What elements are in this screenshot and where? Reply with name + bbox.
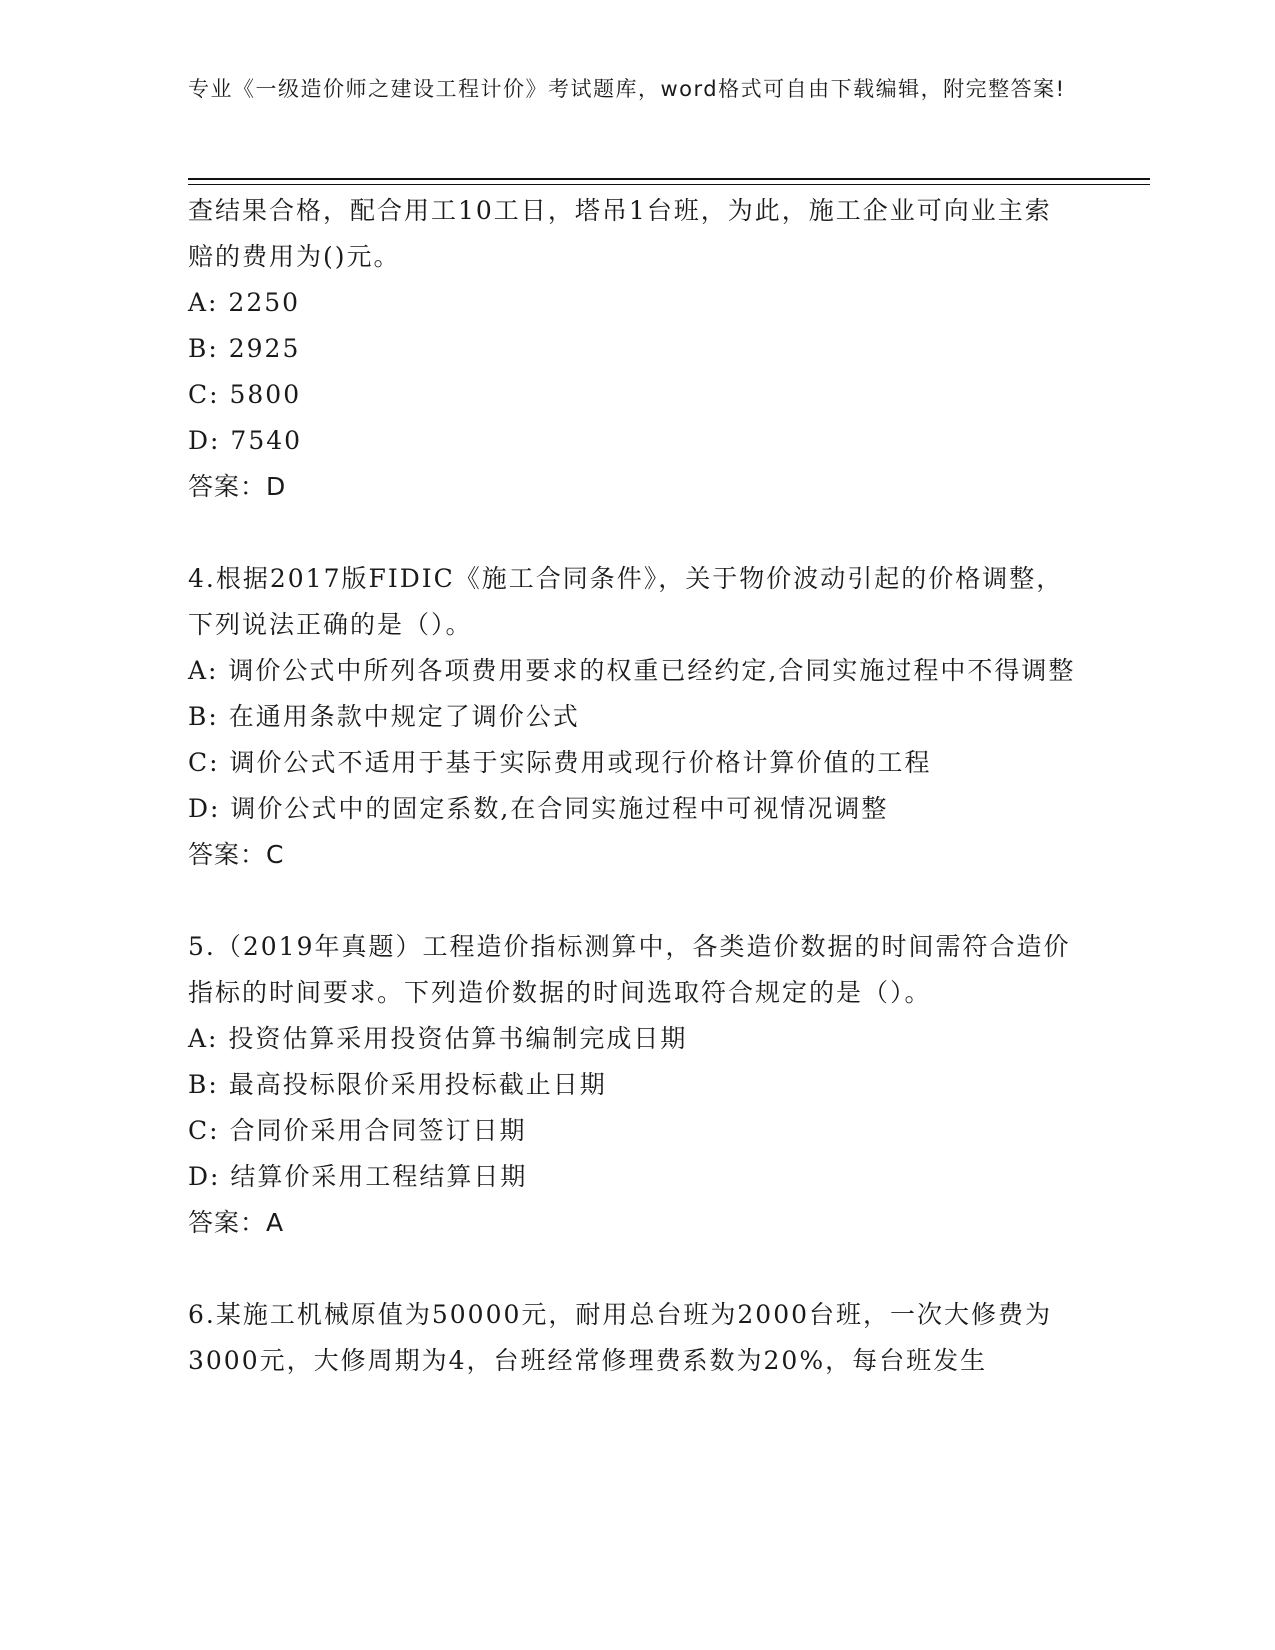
answer: 答案：C: [188, 840, 285, 869]
question-3: [188, 188, 1078, 510]
option-c: C: 调价公式不适用于基于实际费用或现行价格计算价值的工程: [188, 748, 932, 777]
document-body: [188, 188, 1078, 1384]
option-d: D: 7540: [188, 426, 303, 455]
question-stem: 4.根据2017版FIDIC《施工合同条件》，关于物价波动引起的价格调整，下列说法正确的是（）。: [188, 564, 1064, 639]
spacer: [188, 878, 1078, 924]
question-6: [188, 1292, 1078, 1384]
spacer: [188, 1246, 1078, 1292]
option-c: C: 合同价采用合同签订日期: [188, 1116, 527, 1145]
header-rule-thin: [188, 184, 1150, 185]
option-a: A: 2250: [188, 288, 301, 317]
spacer: [188, 510, 1078, 556]
option-d: D: 调价公式中的固定系数,在合同实施过程中可视情况调整: [188, 794, 889, 823]
question-4: [188, 556, 1078, 878]
option-b: B: 2925: [188, 334, 301, 363]
question-stem: 5.（2019年真题）工程造价指标测算中，各类造价数据的时间需符合造价指标的时间要求。下列造价数据的时间选取符合规定的是（）。: [188, 932, 1071, 1007]
option-c: C: 5800: [188, 380, 302, 409]
option-a: A: 投资估算采用投资估算书编制完成日期: [188, 1024, 688, 1053]
question-stem: 查结果合格，配合用工10工日，塔吊1台班，为此，施工企业可向业主索赔的费用为()元。: [188, 196, 1052, 271]
answer: 答案：A: [188, 1208, 285, 1237]
question-5: [188, 924, 1078, 1246]
header-rule-thick: [188, 178, 1150, 180]
option-b: B: 在通用条款中规定了调价公式: [188, 702, 580, 731]
document-header: 专业《一级造价师之建设工程计价》考试题库，word格式可自由下载编辑，附完整答案!: [188, 77, 1066, 101]
option-a: A: 调价公式中所列各项费用要求的权重已经约定,合同实施过程中不得调整: [188, 656, 1076, 685]
option-d: D: 结算价采用工程结算日期: [188, 1162, 528, 1191]
question-stem: 6.某施工机械原值为50000元，耐用总台班为2000台班，一次大修费为3000元，大修周期为4，台班经常修理费系数为20%，每台班发生: [188, 1300, 1053, 1375]
option-b: B: 最高投标限价采用投标截止日期: [188, 1070, 607, 1099]
answer: 答案：D: [188, 472, 287, 501]
